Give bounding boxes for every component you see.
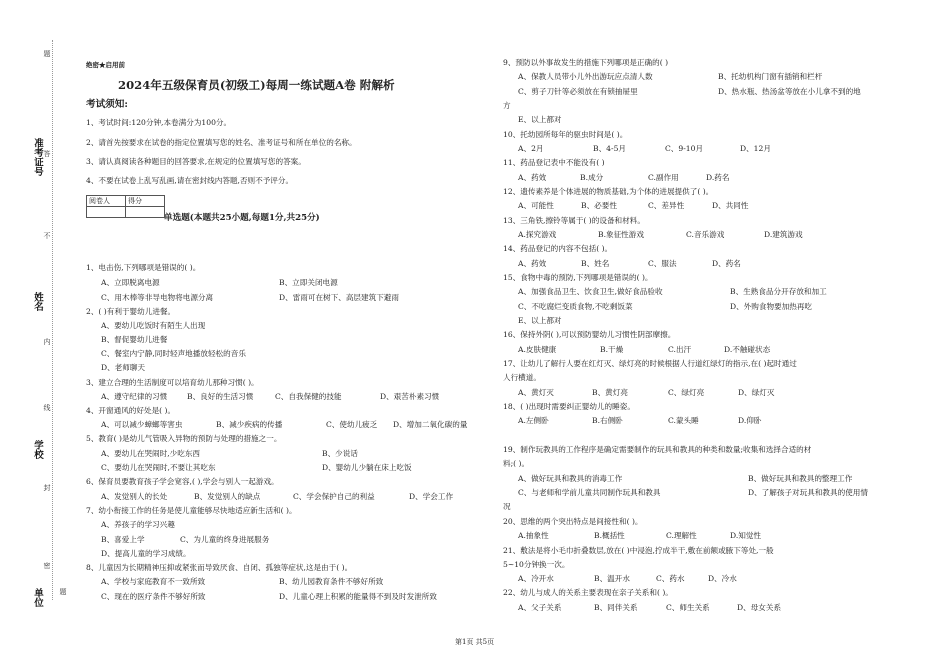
question-stem: 9、预防以外事故发生的措施下列哪项是正确的( ) — [503, 58, 669, 67]
seal-char: 线 — [43, 404, 51, 411]
answer-option: D、热水瓶、热汤盆等放在小儿拿不到的地 — [718, 87, 861, 96]
question-stem: 16、保持外阴( ),可以预防婴幼儿习惯性阴部摩擦。 — [503, 330, 676, 339]
answer-option: D.知觉性 — [730, 531, 762, 540]
answer-option: C.音乐游戏 — [686, 230, 725, 239]
answer-option: D、学会工作 — [409, 492, 454, 501]
question-stem: 7、幼小衔接工作的任务是使儿童能够尽快地适应新生活和( )。 — [86, 506, 297, 515]
answer-option: B、发觉别人的缺点 — [194, 492, 261, 501]
question-stem: 11、药品登记表中不能没有( ) — [503, 158, 605, 167]
answer-option: D、外购食物要加热再吃 — [730, 302, 813, 311]
question-stem: 4、开窗通风的好处是( )。 — [86, 406, 176, 415]
answer-option: A.探究游戏 — [518, 230, 557, 239]
instructions-heading: 考试须知: — [86, 99, 128, 110]
question-stem: 17、让幼儿了解行人要在红灯灭、绿灯亮的时候根据人行道红绿灯的指示,在( )起时通过 — [503, 359, 797, 368]
reviewer-blank — [87, 207, 126, 218]
answer-option: A.抽象性 — [518, 531, 549, 540]
answer-option: C、现在的医疗条件不够好所致 — [101, 592, 206, 601]
answer-option: C、不吃腐烂变质食物,不吃剩饭菜 — [518, 302, 633, 311]
question-stem: 3、建立合理的生活制度可以培育幼儿那种习惯( )。 — [86, 378, 259, 387]
answer-option: B.象征性游戏 — [598, 230, 644, 239]
question-stem: 12、遗传素养是个体进展的物质基础,为个体的进展提供了( )。 — [503, 187, 714, 196]
answer-option: C、剪子刀针等必须放在有锁抽屉里 — [518, 87, 638, 96]
answer-option-cont: 况 — [503, 502, 511, 511]
question-stem: 13、三角铁,擦铃等属于( )的设备和材料。 — [503, 216, 645, 225]
answer-option: D、绿灯灭 — [738, 388, 775, 397]
school-label: 学校 — [32, 440, 43, 459]
answer-option: C、9-10月 — [665, 144, 704, 153]
answer-option: C.理解性 — [666, 531, 697, 540]
seal-char: 题 — [43, 50, 51, 57]
answer-option: C、为儿童的终身进展服务 — [180, 535, 270, 544]
answer-option: A.皮肤健康 — [518, 345, 557, 354]
answer-option: E、以上都对 — [518, 115, 562, 124]
answer-option: E、以上都对 — [518, 316, 562, 325]
page-number: 第1页 共5页 — [455, 638, 495, 646]
answer-option: A、黄灯灭 — [518, 388, 554, 397]
instruction-item: 3、请认真阅读各种题目的回答要求,在规定的位置填写您的答案。 — [86, 157, 306, 166]
answer-option: B、督促婴幼儿进餐 — [101, 335, 168, 344]
answer-option: B、温开水 — [594, 574, 630, 583]
answer-option: D、增加二氧化碳的量 — [393, 420, 468, 429]
answer-option: A、保教人员带小儿外出游玩应点清人数 — [518, 72, 653, 81]
answer-option: B.概括性 — [594, 531, 625, 540]
question-stem: 20、思维的两个突出特点是间接性和( )。 — [503, 517, 643, 526]
seal-line — [52, 40, 53, 600]
question-stem: 6、保育员要教育孩子学会宽容,( ),学会与别人一起游戏。 — [86, 477, 279, 486]
question-stem: 21、敷法是将小毛巾折叠数层,放在( )中浸泡,拧成半干,敷在前额或腋下等处,一般 — [503, 546, 774, 555]
answer-option: B.成分 — [580, 173, 604, 182]
answer-option: A、遵守纪律的习惯 — [101, 392, 168, 401]
seal-char: 封 — [43, 484, 51, 491]
name-label: 姓名 — [32, 292, 43, 311]
question-stem: 5、教育( )是幼儿气管吸入异物的预防与处理的措施之一。 — [86, 434, 282, 443]
answer-option: D、共同性 — [712, 201, 749, 210]
score-blank — [126, 207, 165, 218]
answer-option: B、同伴关系 — [594, 603, 638, 612]
answer-option: A、药效 — [518, 173, 547, 182]
answer-option: D、12月 — [740, 144, 771, 153]
instruction-item: 2、请首先按要求在试卷的指定位置填写您的姓名、准考证号和所在单位的名称。 — [86, 138, 357, 147]
question-stem: 14、药品登记的内容不包括( )。 — [503, 244, 613, 253]
score-cell: 得分 — [126, 196, 165, 207]
answer-option: A、养孩子的学习兴趣 — [101, 520, 175, 529]
page-title: 2024年五级保育员(初级工)每周一练试题A卷 附解析 — [118, 78, 395, 92]
answer-option: A、可以减少蟑螂等害虫 — [101, 420, 183, 429]
answer-option: A、冷开水 — [518, 574, 554, 583]
instruction-item: 1、考试时间:120分钟,本卷满分为100分。 — [86, 118, 232, 127]
answer-option: C、服法 — [648, 259, 677, 268]
answer-option: B、做好玩具和教具的整理工作 — [748, 474, 853, 483]
question-stem: 10、托幼园所每年的驱虫时间是( )。 — [503, 130, 628, 139]
answer-option: B、托幼机构门窗有插销和栏杆 — [718, 72, 823, 81]
answer-option: B、立即关闭电源 — [279, 278, 338, 287]
exam-number-label: 准考证号 — [32, 138, 43, 176]
answer-option: D、老师聊天 — [101, 363, 146, 372]
answer-option: C、绿灯亮 — [668, 388, 705, 397]
answer-option-cont: 方 — [503, 101, 511, 110]
answer-option: C、学会保护自己的利益 — [293, 492, 375, 501]
answer-option: C.出汗 — [668, 345, 692, 354]
seal-char: 内 — [43, 338, 51, 345]
question-stem: 1、电击伤,下列哪项是错误的( )。 — [86, 263, 201, 272]
question-stem: 18、( )出现时需要纠正婴幼儿的睡姿。 — [503, 402, 635, 411]
answer-option: A、立即脱离电源 — [101, 278, 160, 287]
answer-option: A、父子关系 — [518, 603, 562, 612]
unit-label: 单位 — [32, 588, 43, 607]
question-stem: 22、幼儿与成人的关系主要表现在亲子关系和( )。 — [503, 588, 673, 597]
answer-option: C、餐室内宁静,同时轻声地播放轻松的音乐 — [101, 349, 246, 358]
answer-option: A、发觉别人的长处 — [101, 492, 168, 501]
answer-option: C、自我保健的技能 — [275, 392, 342, 401]
answer-option: A、要幼儿在哭闹时,少吃东西 — [101, 449, 201, 458]
question-stem-cont: 料;( )。 — [503, 459, 530, 468]
answer-option: B.右侧卧 — [592, 416, 623, 425]
question-stem: 15、食物中毒的预防,下列哪项是错误的( )。 — [503, 273, 653, 282]
answer-option: A、加强食品卫生、饮食卫生,做好食品验收 — [518, 287, 663, 296]
answer-option: B、黄灯亮 — [592, 388, 628, 397]
instruction-item: 4、不要在试卷上乱写乱画,请在密封线内答题,否则不予评分。 — [86, 176, 294, 185]
answer-option: B、幼儿园教育条件不够好所致 — [279, 577, 384, 586]
question-stem: 2、( )有利于婴幼儿进餐。 — [86, 307, 176, 316]
answer-option: C.副作用 — [648, 173, 679, 182]
answer-option: B.干燥 — [600, 345, 624, 354]
answer-option: B、少说话 — [322, 449, 358, 458]
answer-option: A、药效 — [518, 259, 547, 268]
answer-option: A.左侧卧 — [518, 416, 549, 425]
answer-option: C、要幼儿在哭闹时,不要让其吃东 — [101, 463, 216, 472]
answer-option: D、婴幼儿少躺在床上吃饭 — [322, 463, 412, 472]
reviewer-cell: 阅卷人 — [87, 196, 126, 207]
seal-char: 不 — [43, 232, 51, 239]
seal-char: 题 — [59, 588, 67, 595]
answer-option: C、与老师和学前儿童共同制作玩具和教具 — [518, 488, 661, 497]
answer-option: A、学校与家庭教育不一致所致 — [101, 577, 206, 586]
answer-option: D、母女关系 — [737, 603, 782, 612]
answer-option: B、4-5月 — [593, 144, 626, 153]
answer-option: A、要幼儿吃饭时有陌生人出现 — [101, 321, 206, 330]
section-title: 单选题(本题共25小题,每题1分,共25分) — [164, 213, 320, 223]
answer-option: B、良好的生活习惯 — [187, 392, 254, 401]
answer-option: D.药名 — [706, 173, 730, 182]
answer-option: C、师生关系 — [666, 603, 710, 612]
question-stem: 19、制作玩教具的工作程序是确定需要制作的玩具和教具的种类和数量;收集和选择合适的材 — [503, 445, 812, 454]
answer-option: D、雷雨可在树下、高层建筑下避雨 — [279, 293, 399, 302]
answer-option: B、喜爱上学 — [101, 535, 145, 544]
answer-option: B、生熟食品分开存放和加工 — [730, 287, 827, 296]
answer-option: D.建筑游戏 — [764, 230, 803, 239]
answer-option: C、药水 — [656, 574, 685, 583]
answer-option: D.不触碰状态 — [724, 345, 771, 354]
answer-option: D、药名 — [712, 259, 741, 268]
answer-option: D、儿童心理上积累的能量得不到及时发泄所致 — [279, 592, 437, 601]
seal-char: 答 — [43, 150, 51, 157]
answer-option: B、减少疾病的传播 — [216, 420, 283, 429]
answer-option: A、可能性 — [518, 201, 554, 210]
seal-char: 密 — [43, 562, 51, 569]
question-stem-cont: 人行横道。 — [503, 373, 541, 382]
answer-option: C、用木棒等非导电物将电源分离 — [101, 293, 214, 302]
question-stem-cont: 5~10分钟换一次。 — [503, 560, 570, 569]
answer-option: D、了解孩子对玩具和教具的使用情 — [748, 488, 868, 497]
answer-option: A、2月 — [518, 144, 544, 153]
secret-mark: 绝密★启用前 — [86, 61, 125, 69]
answer-option: C、使幼儿疲乏 — [326, 420, 378, 429]
score-table — [86, 195, 165, 218]
answer-option: D.仰卧 — [738, 416, 762, 425]
question-stem: 8、儿童因为长期精神压抑或紧张而导致厌食、自闭、孤独等症状,这是由于( )。 — [86, 563, 353, 572]
answer-option: D、提高儿童的学习成绩。 — [101, 549, 191, 558]
answer-option: A、做好玩具和教具的消毒工作 — [518, 474, 623, 483]
answer-option: D、艰苦朴素习惯 — [380, 392, 440, 401]
answer-option: C、差异性 — [648, 201, 685, 210]
answer-option: C.蒙头睡 — [668, 416, 699, 425]
answer-option: D、冷水 — [708, 574, 737, 583]
answer-option: B、必要性 — [581, 201, 617, 210]
answer-option: B、姓名 — [581, 259, 610, 268]
